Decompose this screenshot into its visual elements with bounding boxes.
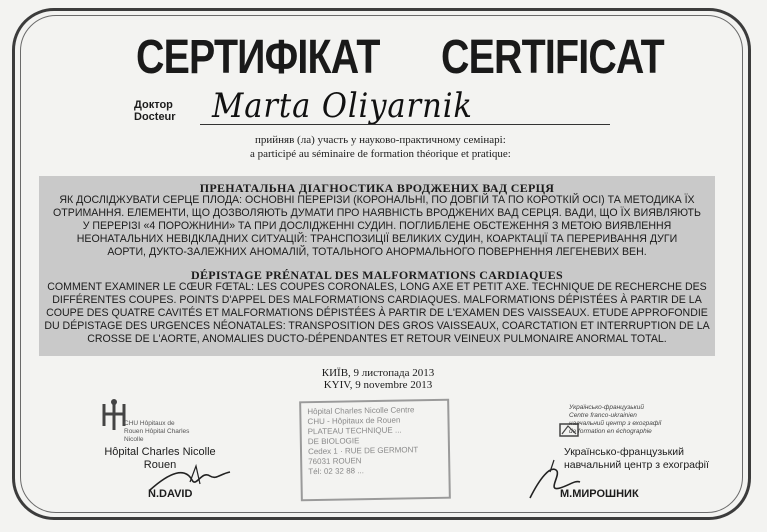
participation-french: a participé au séminaire de formation théorique et pratique: — [250, 148, 511, 160]
seminar-ua-line: ОТРИМАННЯ. ЕЛЕМЕНТИ, ЩО ДОЗВОЛЯЮТЬ ДУМАТИ ПРО НАЯВНІСТЬ ВРОДЖЕНИХ ВАД СЕРЦЯ. ВАДИ, ЩО ЇХ ВИЯВЛЯЮТЬ — [53, 207, 701, 219]
seminar-title-ukrainian: ПРЕНАТАЛЬНА ДІАГНОСТИКА ВРОДЖЕНИХ ВАД СЕРЦЯ — [199, 181, 555, 195]
seminar-fr-line: DIFFÉRENTES COUPES. POINTS D'APPEL DES MALFORMATIONS CARDIAQUES. MALFORMATIONS DÉPISTÉES À PARTIR DE LA — [52, 294, 702, 306]
stamp-line: Hôpital Charles Nicolle Centre — [307, 405, 415, 417]
centre-line: навчальний центр з ехографії — [564, 459, 709, 471]
seminar-description-ukrainian — [39, 194, 715, 259]
date-french: KYIV, 9 novembre 2013 — [323, 379, 433, 391]
centre-logo-line: навчальний центр з ехографії — [569, 420, 662, 427]
title-ukrainian: СЕРТИФІКАТ — [136, 31, 380, 84]
stamp-line: PLATEAU TECHNIQUE ... — [307, 425, 402, 437]
seminar-ua-line: ЯК ДОСЛІДЖУВАТИ СЕРЦЕ ПЛОДА: ОСНОВНІ ПЕРЕРІЗИ (КОРОНАЛЬНІ, ПО ДОВГІЙ ТА ПО КОРОТКІЙ ОСІ) ТА МЕТОДИКА ЇХ — [59, 194, 695, 206]
chu-logo-text: CHU Hôpitaux de Rouen Hôpital Charles Nicolle — [124, 420, 190, 443]
centre-line: Українсько-французький — [564, 446, 684, 458]
name-underline — [200, 124, 610, 125]
seminar-title-french: DÉPISTAGE PRÉNATAL DES MALFORMATIONS CARDIAQUES — [191, 268, 563, 282]
date-ukrainian: КИЇВ, 9 листопада 2013 — [321, 367, 435, 379]
doctor-label-french: Docteur — [134, 111, 176, 123]
seminar-ua-line: У ПЕРЕРІЗІ «4 ПОРОЖНИНИ» ТА ПРИ ДОСЛІДЖЕННІ СУДИН. ПОГЛИБЛЕНЕ ОБСТЕЖЕННЯ З МЕТОЮ ВИЯВЛЕННЯ — [82, 220, 672, 232]
seminar-ua-line: НЕОНАТАЛЬНИХ НЕВІДКЛАДНИХ СИТУАЦІЙ: ТРАНСПОЗИЦІЇ ВЕЛИКИХ СУДИН, КОАРКТАЦІЇ ТА ПЕРЕРИВАННЯ ДУГИ — [76, 233, 678, 245]
signatory-right-name: М.МИРОШНИК — [560, 488, 639, 500]
stamp-line: 76031 ROUEN — [308, 456, 362, 467]
centre-logo-icon — [558, 420, 580, 440]
signatory-left-name: N.DAVID — [148, 488, 193, 500]
hospital-city: Rouen — [143, 459, 177, 471]
stamp-line: Tél: 02 32 88 ... — [308, 466, 365, 477]
seminar-ua-line: АОРТИ, ДУКТО-ЗАЛЕЖНИХ АНОМАЛІЙ, ТОТАЛЬНОГО АНОРМАЛЬНОГО ПОВЕРНЕННЯ ЛЕГЕНЕВИХ ВЕН. — [107, 246, 647, 258]
seminar-fr-line: DU DÉPISTAGE DES URGENCES NÉONATALES: TRANSPOSITION DES GROS VAISSEAUX, COARCTATION ET INTERRUPTION DE LA — [44, 320, 710, 332]
centre-logo-line: Українсько-французький — [569, 404, 644, 411]
hospital-line: Hôpital Charles Nicolle — [104, 446, 216, 458]
seminar-description-french — [39, 281, 715, 346]
stamp-line: CHU - Hôpitaux de Rouen — [307, 415, 401, 427]
stamp-line: DE BIOLOGIE — [307, 436, 360, 447]
official-stamp — [299, 399, 451, 502]
centre-logo-line: de formation en échographie — [569, 428, 652, 435]
centre-logo-line: Centre franco-ukrainien — [569, 412, 637, 419]
seminar-fr-line: COMMENT EXAMINER LE CŒUR FŒTAL: LES COUPES CORONALES, LONG AXE ET PETIT AXE. TECHNIQUE DE RECHERCHE DES — [47, 281, 707, 293]
participation-ukrainian: прийняв (ла) участь у науково-практичному семінарі: — [255, 134, 506, 146]
title-french: CERTIFICAT — [441, 31, 664, 84]
seminar-fr-line: CROSSE DE L'AORTE, ANOMALIES DUCTO-DÉPENDANTES ET RETOUR VEINEUX PULMONAIRE ANORMAL TOTAL. — [87, 333, 667, 345]
seminar-fr-line: COUPE DES QUATRE CAVITÉS ET MALFORMATIONS DÉPISTÉES À PARTIR DE L'EXAMEN DES VAISSEAUX. ETUDE APPROFONDIE — [46, 307, 708, 319]
doctor-label-ukrainian: Доктор — [134, 99, 173, 111]
doctor-name-handwritten: Marta Oliyarnik — [212, 86, 473, 126]
stamp-line: Cedex 1 · RUE DE GERMONT — [307, 445, 419, 457]
centre-logo-text — [569, 404, 689, 436]
